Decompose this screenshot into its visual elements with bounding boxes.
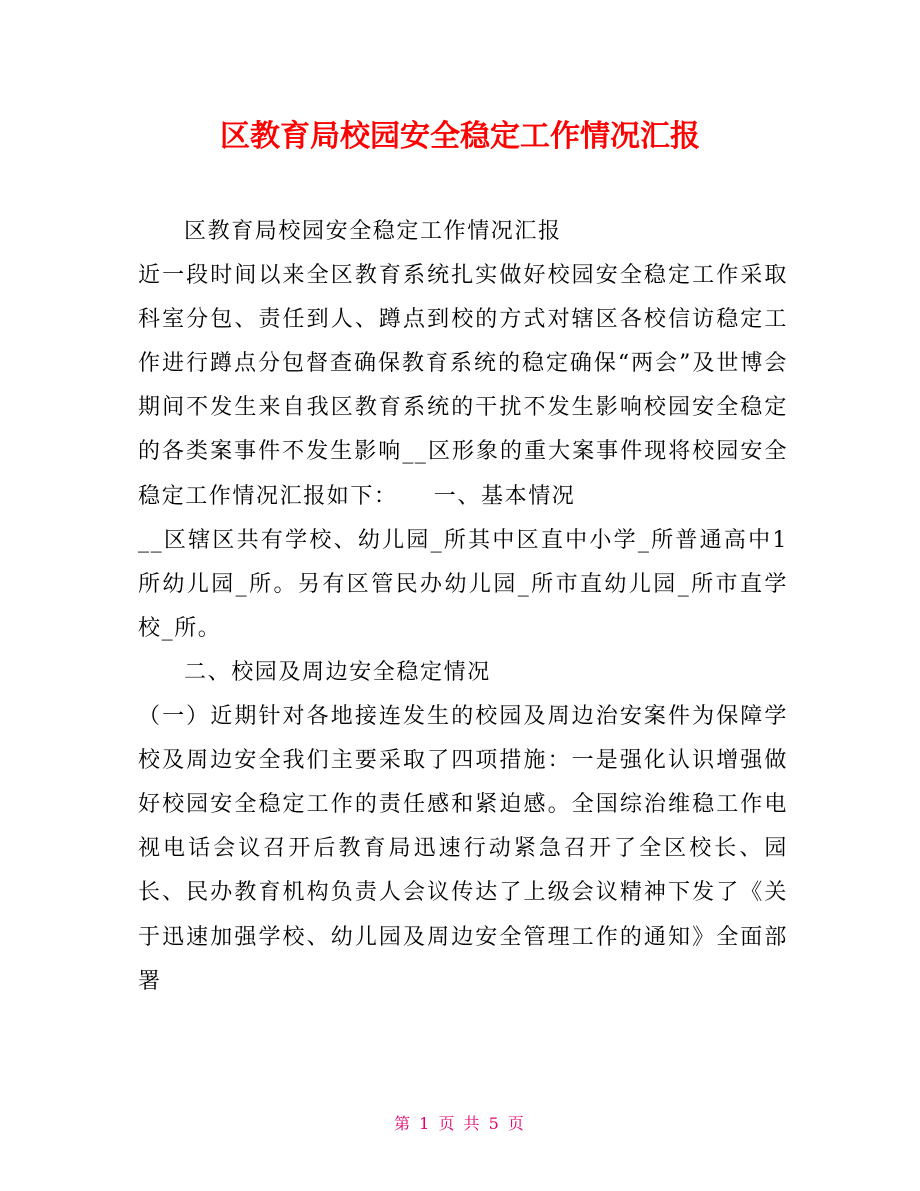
- body-paragraph-2: 近一段时间以来全区教育系统扎实做好校园安全稳定工作采取科室分包、责任到人、蹲点到校的方式对辖区各校信访稳定工作进行蹲点分包督查确保教育系统的稳定确保“两会”及世博会期间不发生来自我区教育系统的干扰不发生影响校园安全稳定的各类案事件不发生影响__区形象的重大案事件现将校园安全稳定工作情况汇报如下： 一、基本情况: [138, 263, 788, 509]
- body-paragraph-1: 区教育局校园安全稳定工作情况汇报: [184, 219, 562, 244]
- body-paragraph-4: 二、校园及周边安全稳定情况: [184, 659, 491, 685]
- body-paragraph-5: （一）近期针对各地接连发生的校园及周边治安案件为保障学校及周边安全我们主要采取了四项措施：一是强化认识增强做好校园安全稳定工作的责任感和紧迫感。全国综治维稳工作电视电话会议召开后教育局迅速行动紧急召开了全区校长、园长、民办教育机构负责人会议传达了上级会议精神下发了《关于迅速加强学校、幼儿园及周边安全管理工作的通知》全面部署: [138, 704, 788, 994]
- body-paragraph-3: __区辖区共有学校、幼儿园_所其中区直中小学_所普通高中1所幼儿园_所。另有区管民办幼儿园_所市直幼儿园_所市直学校_所。: [138, 527, 788, 641]
- document-title: 区教育局校园安全稳定工作情况汇报: [220, 119, 700, 154]
- page-number-footer: 第 1 页 共 5 页: [394, 1114, 526, 1133]
- document-body: [138, 210, 788, 1004]
